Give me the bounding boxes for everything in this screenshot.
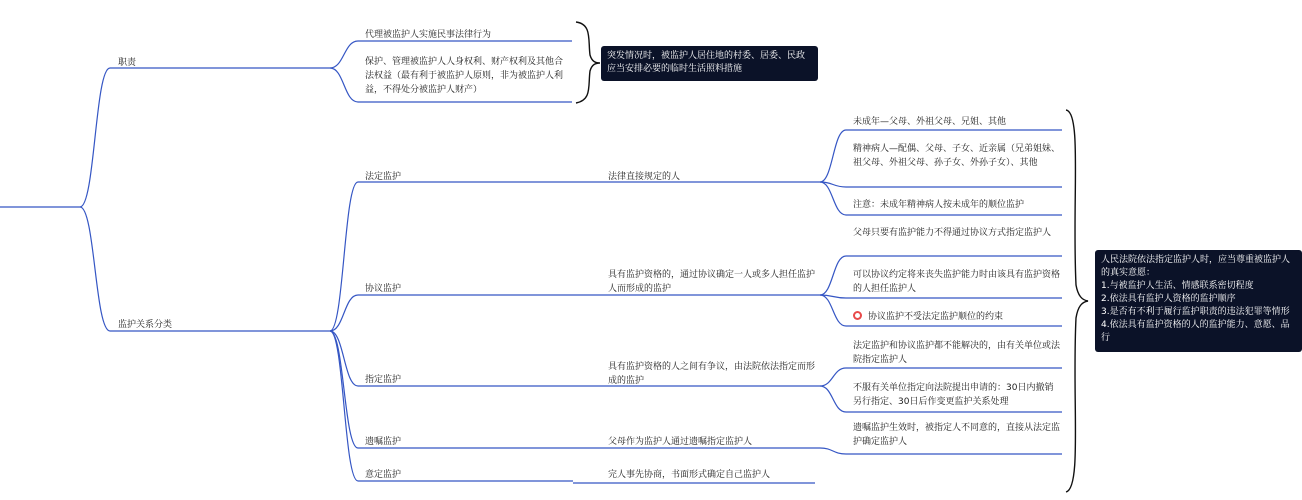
detail-agreement-parents[interactable]: 父母只要有监护能力不得通过协议方式指定监护人 — [853, 228, 1052, 238]
link-detail-agreement-2 — [820, 295, 846, 326]
heart-icon — [853, 311, 862, 320]
node-type-voluntary[interactable]: 意定监护 — [365, 470, 402, 480]
node-desc-statutory[interactable]: 法律直接规定的人 — [608, 172, 681, 182]
node-type-designated[interactable]: 指定监护 — [365, 375, 402, 385]
brace-duty — [576, 22, 600, 103]
detail-statutory-note[interactable]: 注意：未成年精神病人按未成年的顺位监护 — [853, 200, 1025, 210]
link-detail-designated-0 — [820, 368, 846, 386]
node-desc-designated[interactable]: 具有监护资格的人之间有争议，由法院依法指定而形成的监护 — [608, 362, 816, 386]
link-type-testamentary — [330, 331, 358, 448]
link-type-voluntary — [330, 331, 358, 481]
detail-agreement-order[interactable] — [853, 310, 1003, 324]
node-type-agreement[interactable]: 协议监护 — [365, 284, 402, 294]
link-detail-agreement-0 — [820, 256, 846, 295]
node-duty-item-1[interactable]: 代理被监护人实施民事法律行为 — [365, 30, 492, 40]
node-type-statutory[interactable]: 法定监护 — [365, 172, 402, 182]
link-detail-testamentary-0 — [820, 448, 846, 454]
node-classification[interactable]: 监护关系分类 — [118, 320, 173, 330]
node-desc-agreement[interactable]: 具有监护资格的，通过协议确定一人或多人担任监护人而形成的监护 — [608, 270, 816, 294]
detail-designated-appeal[interactable]: 不服有关单位指定向法院提出申请的：30日内撤销另行指定、30日后作变更监护关系处理 — [853, 383, 1054, 407]
node-type-testamentary[interactable]: 遗嘱监护 — [365, 437, 402, 447]
detail-agreement-order-text: 协议监护不受法定监护顺位的约束 — [868, 312, 1004, 322]
link-duty — [80, 68, 110, 207]
duty-callout[interactable]: 突发情况时，被监护人居住地的村委、居委、民政应当安排必要的临时生活照料措施 — [601, 46, 818, 81]
node-desc-voluntary[interactable]: 完人事先协商，书面形式确定自己监护人 — [608, 470, 771, 480]
detail-statutory-minor[interactable]: 未成年—父母、外祖父母、兄姐、其他 — [853, 117, 1007, 127]
node-desc-testamentary[interactable]: 父母作为监护人通过遗嘱指定监护人 — [608, 437, 753, 447]
node-duty[interactable]: 职责 — [118, 58, 137, 68]
summary-callout[interactable]: 人民法院依法指定监护人时，应当尊重被监护人的真实意愿： 1.与被监护人生活、情感联系密切程度 2.依法具有监护人资格的监护顺序 3.是否有不利于履行监护职责的违法犯罪等情形 4.依法具有监护资格的人的监护能力、意愿、品行 — [1095, 250, 1302, 352]
node-duty-item-2[interactable]: 保护、管理被监护人人身权利、财产权利及其他合法权益（最有利于被监护人原则，非为被监护人利益，不得处分被监护人财产） — [365, 57, 564, 95]
link-duty-1 — [330, 41, 358, 68]
detail-designated-unit[interactable]: 法定监护和协议监护都不能解决的，由有关单位或法院指定监护人 — [853, 341, 1061, 365]
link-detail-designated-1 — [820, 386, 846, 412]
brace-summary — [1066, 110, 1088, 492]
detail-testamentary-refuse[interactable]: 遗嘱监护生效时，被指定人不同意的，直接从法定监护确定监护人 — [853, 423, 1061, 447]
link-classification — [80, 207, 110, 331]
link-detail-statutory-0 — [820, 130, 846, 182]
link-type-designated — [330, 331, 358, 386]
link-duty-2 — [330, 68, 358, 102]
detail-agreement-future[interactable]: 可以协议约定将来丧失监护能力时由该具有监护资格的人担任监护人 — [853, 270, 1061, 294]
detail-statutory-mental[interactable]: 精神病人—配偶、父母、子女、近亲属（兄弟姐妹、祖父母、外祖父母、孙子女、外孙子女）、其他 — [853, 144, 1061, 168]
link-type-statutory — [330, 182, 358, 331]
